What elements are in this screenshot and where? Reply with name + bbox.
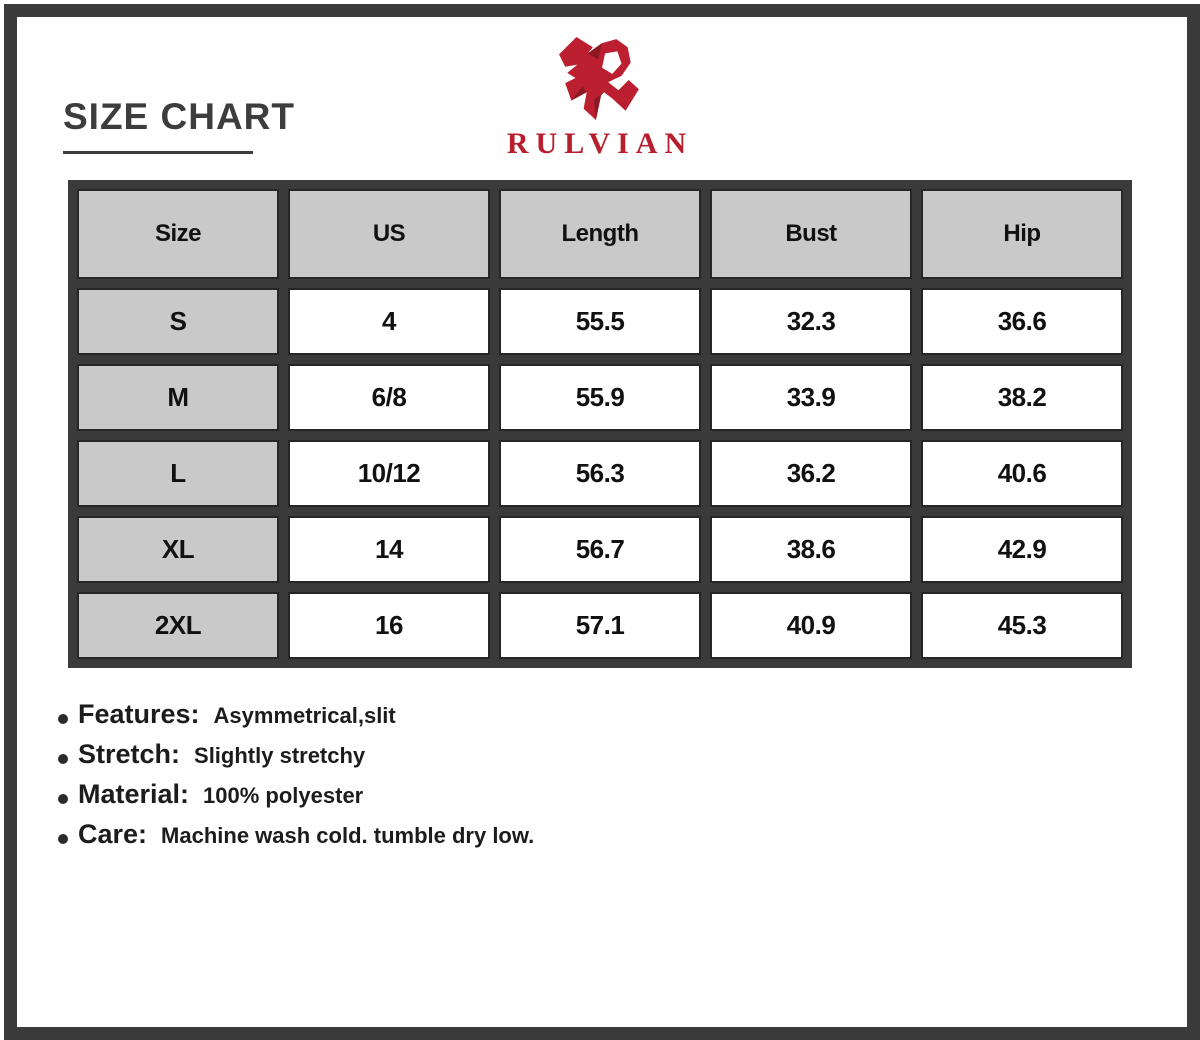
size-label: 2XL (77, 592, 279, 659)
us-value: 14 (288, 516, 490, 583)
table-row-s (77, 288, 1123, 355)
detail-value: 100% polyester (203, 783, 364, 808)
bullet-icon (58, 714, 68, 724)
bust-value: 40.9 (710, 592, 912, 659)
column-header-bust: Bust (710, 189, 912, 279)
detail-item-care (58, 819, 534, 859)
hip-value: 45.3 (921, 592, 1123, 659)
detail-item-stretch (58, 739, 534, 779)
detail-label: Care: (78, 819, 148, 849)
column-header-length: Length (499, 189, 701, 279)
detail-item-features (58, 699, 534, 739)
bust-value: 36.2 (710, 440, 912, 507)
hip-value: 40.6 (921, 440, 1123, 507)
detail-label: Material: (78, 779, 190, 809)
table-row-2xl (77, 592, 1123, 659)
column-header-size: Size (77, 189, 279, 279)
size-label: L (77, 440, 279, 507)
length-value: 56.3 (499, 440, 701, 507)
bust-value: 38.6 (710, 516, 912, 583)
bullet-icon (58, 834, 68, 844)
us-value: 16 (288, 592, 490, 659)
table-header-row (77, 189, 1123, 279)
detail-value: Machine wash cold. tumble dry low. (161, 823, 535, 848)
length-value: 55.9 (499, 364, 701, 431)
length-value: 55.5 (499, 288, 701, 355)
detail-label: Stretch: (78, 739, 181, 769)
detail-item-material (58, 779, 534, 819)
us-value: 6/8 (288, 364, 490, 431)
detail-value: Asymmetrical,slit (213, 703, 396, 728)
hip-value: 38.2 (921, 364, 1123, 431)
size-chart-table (68, 180, 1132, 668)
size-label: M (77, 364, 279, 431)
us-value: 4 (288, 288, 490, 355)
table-row-xl (77, 516, 1123, 583)
us-value: 10/12 (288, 440, 490, 507)
page-title: SIZE CHART (63, 96, 295, 137)
bullet-icon (58, 754, 68, 764)
bust-value: 33.9 (710, 364, 912, 431)
table-row-m (77, 364, 1123, 431)
length-value: 57.1 (499, 592, 701, 659)
brand-logo (0, 34, 1200, 161)
bullet-icon (58, 794, 68, 804)
detail-value: Slightly stretchy (194, 743, 366, 768)
detail-label: Features: (78, 699, 200, 729)
product-details-list (58, 699, 534, 859)
hip-value: 42.9 (921, 516, 1123, 583)
brand-logo-icon (557, 34, 643, 124)
table-row-l (77, 440, 1123, 507)
hip-value: 36.6 (921, 288, 1123, 355)
size-label: S (77, 288, 279, 355)
column-header-us: US (288, 189, 490, 279)
length-value: 56.7 (499, 516, 701, 583)
column-header-hip: Hip (921, 189, 1123, 279)
bust-value: 32.3 (710, 288, 912, 355)
brand-name: RULVIAN (506, 127, 694, 160)
size-label: XL (77, 516, 279, 583)
